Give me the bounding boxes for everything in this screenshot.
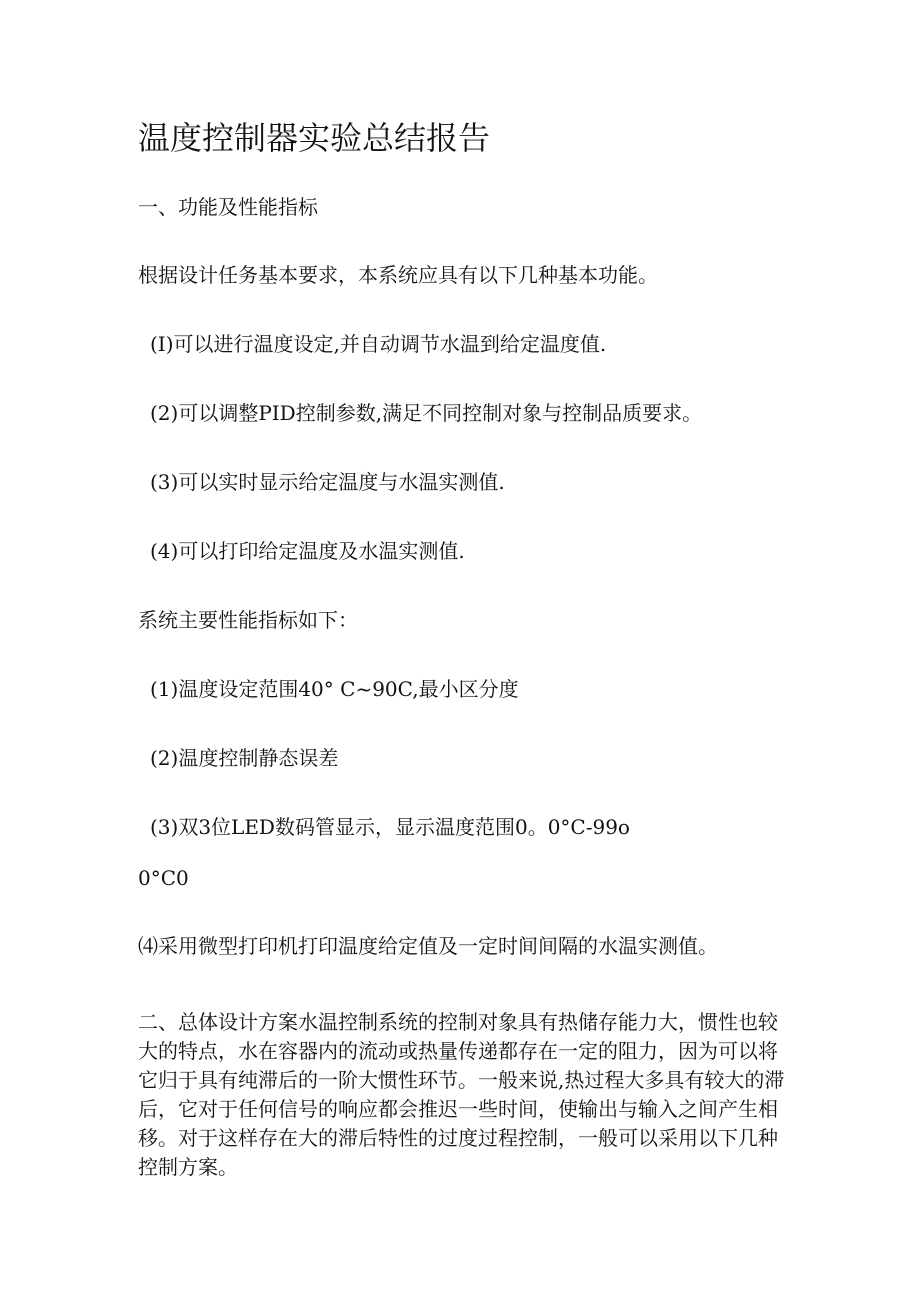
section2-paragraph: 二、总体设计方案水温控制系统的控制对象具有热储存能力大，惯性也较大的特点，水在容器内的流动或热量传递都存在一定的阻力，因为可以将它归于具有纯滞后的一阶大惯性环节。一般来说,热过程大多具有较大的滞后，它对于任何信号的响应都会推迟一些时间，使输出与输入之间产生相移。对于这样存在大的滞后特性的过度过程控制，一般可以采用以下几种控制方案。: [138, 1010, 785, 1179]
performance-item-3-continued: 0°C0: [138, 866, 189, 890]
function-item-2: (2)可以调整PID控制参数,满足不同控制对象与控制品质要求。: [150, 401, 703, 425]
performance-intro: 系统主要性能指标如下：: [138, 608, 358, 632]
section1-heading: 一、功能及性能指标: [138, 195, 318, 219]
performance-item-4: ⑷采用微型打印机打印温度给定值及一定时间间隔的水温实测值。: [138, 934, 718, 958]
performance-item-1: (1)温度设定范围40° C~90C,最小区分度: [150, 677, 519, 701]
document-title: 温度控制器实验总结报告: [138, 119, 491, 157]
intro-text: 根据设计任务基本要求，本系统应具有以下几种基本功能。: [138, 263, 658, 287]
function-item-1: (I)可以进行温度设定,并自动调节水温到给定温度值.: [150, 332, 607, 356]
function-item-3: (3)可以实时显示给定温度与水温实测值.: [150, 470, 505, 494]
performance-item-3: (3)双3位LED数码管显示，显示温度范围0。0°C-99o: [150, 815, 630, 839]
function-item-4: (4)可以打印给定温度及水温实测值.: [150, 539, 465, 563]
performance-item-2: (2)温度控制静态误差: [150, 746, 339, 770]
